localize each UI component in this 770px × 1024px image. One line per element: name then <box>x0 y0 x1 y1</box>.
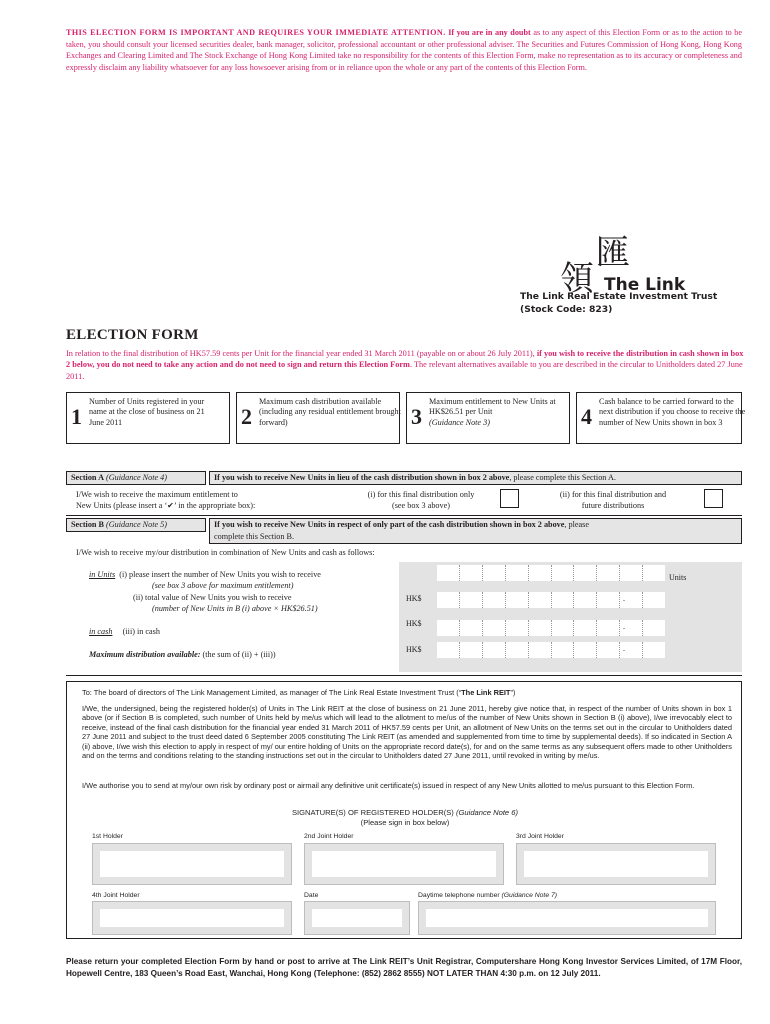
box-3-note: (Guidance Note 3) <box>429 417 490 427</box>
date-field[interactable] <box>304 901 410 935</box>
logo-wordmark: The Link <box>604 275 686 295</box>
max-tail: (the sum of (ii) + (iii)) <box>202 650 276 659</box>
in-units-label: in Units <box>89 570 116 579</box>
intro-bold: if you wish to receive the distribution in cash shown in box 2 below, you do not need to take any action and do not need to sign and return this Election Form <box>66 349 744 370</box>
hkd-label-ii: HK$ <box>406 594 422 603</box>
notice-doubt: If you are in any doubt <box>448 28 531 37</box>
option-i-label: (i) for this final distribution only (see box 3 above) <box>367 490 475 510</box>
option-ii-label: (ii) for this final distribution and future distributions <box>559 490 667 510</box>
important-notice <box>66 27 742 73</box>
holder-1-label: 1st Holder <box>92 833 123 840</box>
box-3-number: 3 <box>411 404 422 429</box>
intro-part1: In relation to the final distribution of HK57.59 cents per Unit for the financial year ended 31 March 2011 (payable on or about 26 July 2011), <box>66 349 535 358</box>
item-iii: (iii) in cash <box>122 627 160 636</box>
max-distribution <box>89 650 389 660</box>
box-1-text: Number of Units registered in your name at the close of business on 21 June 2011 <box>89 397 205 427</box>
box-4-text: Cash balance to be carried forward to the next distribution if you choose to receive the number of New Units shown in box 3 <box>599 397 746 427</box>
holder-4-label: 4th Joint Holder <box>92 892 140 899</box>
box-3-text-wrap <box>429 397 561 428</box>
section-b <box>66 518 742 676</box>
item-ii-note: (number of New Units in B (i) above × HK$26.51) <box>152 604 318 614</box>
notice-lead: THIS ELECTION FORM IS IMPORTANT AND REQUIRES YOUR IMMEDIATE ATTENTION. <box>66 28 446 37</box>
date-label: Date <box>304 892 319 899</box>
holder-3-label: 3rd Joint Holder <box>516 833 564 840</box>
holder-2-label: 2nd Joint Holder <box>304 833 354 840</box>
units-suffix: Units <box>669 573 687 582</box>
entitlement-boxes <box>66 392 746 444</box>
box-2 <box>236 392 400 444</box>
max-label: Maximum distribution available: <box>89 650 201 659</box>
logo-cjk-top: 匯 <box>596 233 630 273</box>
holder-2-signature[interactable] <box>304 843 504 885</box>
box-2-number: 2 <box>241 404 252 429</box>
option-i-checkbox[interactable] <box>500 489 519 508</box>
holder-3-signature[interactable] <box>516 843 716 885</box>
section-b-label: Section B (Guidance Note 5) <box>66 518 206 532</box>
holder-1-signature[interactable] <box>92 843 292 885</box>
decimal-iii: . <box>623 622 625 631</box>
signature-title: SIGNATURE(S) OF REGISTERED HOLDER(S) (Guidance Note 6) (Please sign in box below) <box>291 808 519 827</box>
in-cash-label: in cash <box>89 627 113 636</box>
cash-item <box>89 627 389 637</box>
phone-field[interactable] <box>418 901 716 935</box>
units-input[interactable] <box>437 565 665 581</box>
units-items <box>89 569 409 615</box>
trust-name: The Link Real Estate Investment Trust <box>520 291 718 302</box>
box-4 <box>576 392 746 444</box>
item-i-note: (see box 3 above for maximum entitlement) <box>152 581 294 591</box>
box-4-number: 4 <box>581 404 592 429</box>
phone-label: Daytime telephone number (Guidance Note 7) <box>418 892 558 899</box>
box-2-text: Maximum cash distribution available (including any residual entitlement brought forward) <box>259 397 401 427</box>
holder-4-signature[interactable] <box>92 901 292 935</box>
declaration-para2: I/We authorise you to send at my/our own risk by ordinary post or airmail any definitive unit certificate(s) issued in respect of any New Units allotted to me/us pursuant to this Election Form. <box>82 781 695 790</box>
section-a-instruction: I/We wish to receive the maximum entitlement to New Units (please insert a ‘✔’ in the appropriate box): <box>76 490 256 510</box>
notice-body: as to any aspect of this Election Form or as to the action to be taken, you should consult your licensed securities dealer, bank manager, solicitor, professional accountant or other professional adviser. The Securities and Futures Commission of Hong Kong, Hong Kong Exchanges and Clearing Limited and The Stock Exchange of Hong Kong Limited take no responsibility for the contents of this Election Form, make no representation as to its accuracy or completeness and expressly disclaim any liability whatsoever for any loss howsoever arising from or in reliance upon the whole or any part of the contents of this Election Form. <box>66 28 743 72</box>
section-b-heading: If you wish to receive New Units in respect of only part of the cash distribution shown in box 2 above, please complete this Section B. <box>209 518 742 544</box>
box-1 <box>66 392 230 444</box>
decimal-ii: . <box>623 594 625 603</box>
item-i: (i) please insert the number of New Units you wish to receive <box>119 570 321 579</box>
return-instructions: Please return your completed Election Form by hand or post to arrive at The Link REIT’s Unit Registrar, Computershare Hong Kong Investor Services Limited, of 17M Floor, Hopewell Centre, 183 Queen’s Road East, Wanchai, Hong Kong (Telephone: (852) 2862 8555) NOT LATER THAN 4:30 p.m. on 12 July 2011. <box>66 957 742 978</box>
box-1-number: 1 <box>71 404 82 429</box>
declaration-para1: I/We, the undersigned, being the registered holder(s) of Units in The Link REIT at the close of business on 21 June 2011, hereby give notice that, in respect of the number of Units shown in box 1 above (or if Section B is completed, such number of Units held by me/us which will lead to the allotment to me/us of the number of New Units shown in Section B (i) above), I/we irrevocably elect to receive, instead of the final cash distribution for the financial year ended 31 March 2011 of HK57.59 cents per Unit, an allotment of New Units on the terms set out in the circular to Unitholders dated 27 June 2011 and subject to the trust deed dated 6 September 2005 constituting The Link REIT (as amended and supplemented from time to time by supplemental deeds). If so indicated in Section A (ii) above, I/we wish this election to apply in respect of my/ our entire holding of Units on the appropriate record date(s), for and on the same terms as any subsequent offers made to other Unitholders and on the terms and conditions relating to the standing instructions set out in the circular to Unitholders dated 27 June 2011, until revoked in writing by me/us. <box>82 704 732 761</box>
section-a-heading: If you wish to receive New Units in lieu of the cash distribution shown in box 2 above, please complete this Section A. <box>209 471 742 485</box>
stock-code: (Stock Code: 823) <box>520 303 613 315</box>
declaration-to: To: The board of directors of The Link Management Limited, as manager of The Link Real Estate Investment Trust (“The Link REIT”) <box>82 688 516 697</box>
section-b-intro: I/We wish to receive my/our distribution in combination of New Units and cash as follows: <box>76 548 375 557</box>
hkd-label-max: HK$ <box>406 645 422 654</box>
declaration-box <box>66 681 742 939</box>
decimal-max: . <box>623 644 625 653</box>
logo-cjk-left: 領 <box>560 259 594 296</box>
value-input[interactable] <box>437 592 665 608</box>
max-input[interactable] <box>437 642 665 658</box>
intro-text <box>66 348 744 382</box>
box-3-text: Maximum entitlement to New Units at HK$26.51 per Unit <box>429 397 556 417</box>
option-ii-checkbox[interactable] <box>704 489 723 508</box>
logo-mark <box>508 226 748 296</box>
page-title: ELECTION FORM <box>66 327 199 343</box>
cash-input[interactable] <box>437 620 665 636</box>
item-ii: (ii) total value of New Units you wish to receive <box>133 592 292 602</box>
trust-identity <box>520 291 750 316</box>
intro-part2: . The relevant alternatives available to you are described in the circular to Unitholders dated 27 June 2011. <box>66 360 743 381</box>
section-a-label: Section A (Guidance Note 4) <box>66 471 206 485</box>
box-3 <box>406 392 570 444</box>
hkd-label-iii: HK$ <box>406 619 422 628</box>
section-a <box>66 471 742 516</box>
